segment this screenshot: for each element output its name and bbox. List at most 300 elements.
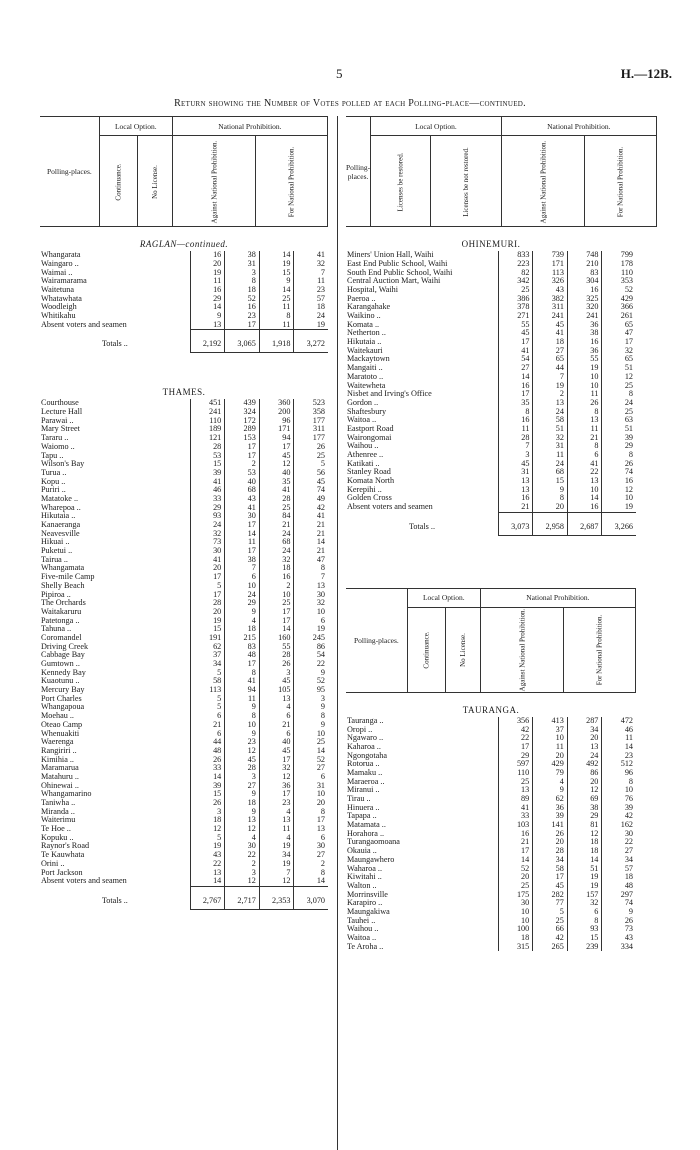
vote-count: 17	[259, 790, 294, 799]
header-national-prohibition: National Prohibition.	[172, 117, 327, 136]
vote-count: 8	[294, 808, 328, 817]
vote-count: 378	[498, 303, 533, 312]
vote-count: 429	[533, 760, 568, 769]
vote-count: 8	[294, 868, 328, 877]
vote-count: 11	[259, 825, 294, 834]
polling-place-name: Mary Street	[41, 425, 80, 434]
polling-place-name: Lecture Hall	[41, 407, 83, 417]
vote-count: 241	[190, 408, 225, 417]
vote-count: 342	[498, 277, 533, 286]
table-row	[346, 856, 636, 865]
vote-count: 13	[533, 399, 568, 408]
vote-count: 833	[498, 251, 533, 260]
vote-count: 271	[498, 312, 533, 321]
vote-count: 16	[498, 381, 533, 390]
polling-place-name: Miners' Union Hall, Waihi	[347, 251, 434, 260]
vote-count: 29	[602, 442, 636, 451]
vote-count: 8	[259, 312, 294, 321]
vote-count: 73	[602, 925, 636, 934]
vote-count: 32	[533, 433, 568, 442]
polling-place-name: Tapapa ..	[347, 812, 377, 821]
vote-count: 38	[225, 251, 260, 260]
vote-count: 10	[225, 582, 260, 591]
polling-place-name: Katikati ..	[347, 459, 380, 468]
vote-count: 28	[259, 495, 294, 504]
table-row	[346, 373, 636, 382]
table-row	[40, 582, 328, 591]
polling-place-name: Tirau ..	[347, 794, 371, 804]
vote-count: 41	[533, 329, 568, 338]
vote-count: 12	[225, 877, 260, 886]
vote-count: 8	[294, 564, 328, 573]
vote-count: 360	[259, 399, 294, 408]
polling-place-name: Absent voters and seamen	[41, 877, 127, 886]
vote-count: 2	[533, 390, 568, 399]
vote-count: 65	[533, 355, 568, 364]
vote-count: 82	[498, 268, 533, 277]
vote-count: 56	[294, 469, 328, 478]
polling-place-name: Whangarata	[41, 251, 81, 260]
vote-count: 62	[533, 795, 568, 804]
vote-count: 210	[567, 260, 602, 269]
vote-count: 6	[259, 729, 294, 738]
vote-count: 18	[602, 873, 636, 882]
vote-count: 93	[567, 925, 602, 934]
vote-count: 11	[259, 321, 294, 330]
vote-count: 46	[602, 725, 636, 734]
header-national-prohibition: National Prohibition.	[480, 588, 635, 607]
page-number: 5	[336, 66, 343, 81]
vote-count: 14	[498, 856, 533, 865]
vote-count: 47	[602, 329, 636, 338]
vote-count: 96	[602, 769, 636, 778]
vote-count: 157	[567, 890, 602, 899]
vote-count: 492	[567, 760, 602, 769]
table-row	[40, 443, 328, 452]
header-polling-places: Polling-places.	[346, 117, 371, 227]
vote-count: 45	[498, 460, 533, 469]
vote-count: 19	[294, 625, 328, 634]
vote-count: 9	[225, 808, 260, 817]
vote-count: 14	[259, 625, 294, 634]
vote-count: 189	[190, 425, 225, 434]
tauranga-table	[346, 717, 636, 952]
vote-count: 29	[225, 599, 260, 608]
vote-count: 38	[567, 804, 602, 813]
vote-count: 215	[225, 634, 260, 643]
vote-count: 45	[533, 321, 568, 330]
polling-place-name: Karapiro ..	[347, 899, 383, 908]
polling-place-name: Cabbage Bay	[41, 651, 85, 660]
polling-place-name: Absent voters and seamen	[347, 502, 433, 512]
vote-count: 324	[225, 408, 260, 417]
polling-place-name: Driving Creek	[41, 642, 89, 651]
vote-count: 74	[294, 486, 328, 495]
vote-count: 17	[498, 847, 533, 856]
vote-count: 297	[602, 890, 636, 899]
polling-place-name: Ohinewai ..	[41, 781, 79, 790]
vote-count: 4	[259, 703, 294, 712]
polling-place-name: Oropi ..	[347, 725, 373, 734]
vote-count: 10	[259, 590, 294, 599]
polling-place-name: Gumtown ..	[41, 659, 80, 669]
vote-count: 43	[533, 286, 568, 295]
header-polling-places: Polling-places.	[346, 588, 407, 692]
vote-count: 413	[533, 717, 568, 726]
vote-count: 43	[225, 495, 260, 504]
vote-count: 84	[259, 512, 294, 521]
vote-count: 304	[567, 277, 602, 286]
vote-count: 19	[294, 321, 328, 330]
vote-count: 4	[225, 616, 260, 625]
vote-count: 245	[294, 634, 328, 643]
polling-place-name: Rangiriri ..	[41, 746, 77, 755]
vote-count: 32	[294, 260, 328, 269]
header-against-prohibition: Against National Prohibition.	[501, 136, 585, 227]
vote-count: 81	[567, 821, 602, 830]
vote-count: 8	[602, 390, 636, 399]
vote-count: 52	[225, 294, 260, 303]
vote-count: 55	[259, 642, 294, 651]
vote-count: 6	[294, 834, 328, 843]
vote-count: 5	[190, 834, 225, 843]
vote-count: 9	[602, 908, 636, 917]
polling-place-name: Kanaeranga	[41, 520, 81, 530]
vote-count: 32	[602, 347, 636, 356]
vote-count: 30	[225, 512, 260, 521]
vote-count: 25	[259, 294, 294, 303]
vote-count: 83	[225, 642, 260, 651]
vote-count: 6	[190, 729, 225, 738]
vote-count: 41	[498, 347, 533, 356]
vote-count: 113	[190, 686, 225, 695]
vote-count: 24	[602, 399, 636, 408]
vote-count: 11	[567, 425, 602, 434]
vote-count: 9	[533, 486, 568, 495]
thames-table	[40, 399, 328, 910]
vote-count: 31	[294, 781, 328, 790]
vote-count: 14	[294, 877, 328, 886]
polling-place-name: Maratoto ..	[347, 372, 384, 381]
polling-place-name: Kopu ..	[41, 477, 66, 486]
vote-count: 76	[602, 795, 636, 804]
totals-value: 2,767	[190, 886, 225, 909]
vote-count: 39	[190, 781, 225, 790]
vote-count: 26	[567, 399, 602, 408]
vote-count: 35	[498, 399, 533, 408]
vote-count: 42	[602, 812, 636, 821]
header-local-option: Local Option.	[371, 117, 502, 136]
polling-place-name: Waitakaruru	[41, 607, 82, 616]
vote-count: 9	[225, 729, 260, 738]
vote-count: 17	[225, 660, 260, 669]
table-row	[40, 573, 328, 582]
vote-count: 6	[190, 712, 225, 721]
header-polling-places: Polling-places.	[40, 117, 99, 227]
polling-place-name: Wairongomai	[347, 433, 392, 442]
vote-count: 10	[567, 381, 602, 390]
vote-count: 13	[294, 825, 328, 834]
vote-count: 27	[294, 764, 328, 773]
vote-count: 241	[533, 312, 568, 321]
vote-count: 65	[602, 321, 636, 330]
polling-place-name: Port Charles	[41, 694, 82, 703]
polling-place-name: Puriri ..	[41, 486, 66, 495]
polling-place-name: Mamaku ..	[347, 768, 383, 777]
vote-count: 30	[225, 842, 260, 851]
vote-count: 439	[225, 399, 260, 408]
vote-count: 45	[259, 747, 294, 756]
vote-count: 22	[294, 660, 328, 669]
vote-count: 68	[225, 486, 260, 495]
vote-count: 325	[567, 294, 602, 303]
vote-count: 52	[294, 755, 328, 764]
vote-count: 6	[225, 573, 260, 582]
vote-count: 19	[190, 268, 225, 277]
vote-count: 10	[225, 721, 260, 730]
polling-place-name: Port Jackson	[41, 868, 83, 877]
vote-count: 68	[259, 538, 294, 547]
vote-count: 7	[294, 268, 328, 277]
vote-count: 14	[190, 773, 225, 782]
vote-count: 17	[259, 443, 294, 452]
vote-count: 15	[567, 934, 602, 943]
polling-place-name: Waerenga	[41, 738, 74, 747]
vote-count: 12	[225, 825, 260, 834]
vote-count: 74	[602, 899, 636, 908]
vote-count: 13	[259, 695, 294, 704]
polling-place-name: Maungawhero	[347, 855, 395, 864]
vote-count: 51	[567, 864, 602, 873]
vote-count: 14	[567, 856, 602, 865]
header-continuance: Continuance.	[99, 136, 137, 227]
vote-count: 10	[294, 790, 328, 799]
vote-count: 320	[567, 303, 602, 312]
vote-count: 16	[567, 338, 602, 347]
polling-place-name: Woodleigh	[41, 303, 77, 312]
polling-place-name: Waiomo ..	[41, 442, 75, 451]
vote-count: 13	[225, 816, 260, 825]
vote-count: 17	[498, 338, 533, 347]
vote-count: 7	[498, 442, 533, 451]
vote-count: 17	[225, 321, 260, 330]
vote-count: 162	[602, 821, 636, 830]
vote-count: 17	[498, 743, 533, 752]
vote-count: 28	[190, 599, 225, 608]
vote-count: 55	[498, 321, 533, 330]
polling-place-name: Waitekauri	[347, 346, 383, 355]
vote-count: 17	[190, 590, 225, 599]
polling-place-name: Karangahake	[347, 303, 391, 312]
polling-place-name: Courthouse	[41, 399, 79, 408]
vote-count: 73	[190, 538, 225, 547]
header-for-prohibition: For National Prohibition.	[564, 607, 636, 692]
vote-count: 386	[498, 294, 533, 303]
vote-count: 19	[567, 364, 602, 373]
vote-count: 5	[190, 695, 225, 704]
vote-count: 14	[498, 373, 533, 382]
vote-count: 13	[498, 486, 533, 495]
vote-count: 366	[602, 303, 636, 312]
vote-count: 12	[567, 786, 602, 795]
totals-value: 3,266	[602, 512, 636, 535]
vote-count: 16	[567, 503, 602, 512]
vote-count: 20	[498, 873, 533, 882]
vote-count: 29	[190, 503, 225, 512]
vote-count: 748	[567, 251, 602, 260]
vote-count: 8	[567, 442, 602, 451]
polling-place-name: Morrinsville	[347, 890, 388, 899]
polling-place-name: Waitoa ..	[347, 416, 377, 425]
vote-count: 11	[259, 303, 294, 312]
vote-count: 27	[225, 781, 260, 790]
vote-count: 18	[225, 625, 260, 634]
vote-count: 15	[533, 477, 568, 486]
table-row	[346, 503, 636, 512]
table-row	[346, 943, 636, 952]
vote-count: 27	[294, 851, 328, 860]
vote-count: 17	[602, 338, 636, 347]
header-against-prohibition: Against National Prohibition.	[172, 136, 256, 227]
polling-place-name: Neavesville	[41, 529, 80, 538]
vote-count: 51	[602, 364, 636, 373]
polling-place-name: Rotorua ..	[347, 760, 380, 769]
polling-place-name: Waharoa ..	[347, 864, 383, 873]
vote-count: 22	[602, 838, 636, 847]
vote-count: 472	[602, 717, 636, 726]
vote-count: 265	[533, 943, 568, 952]
totals-row	[346, 512, 636, 535]
vote-count: 178	[602, 260, 636, 269]
vote-count: 11	[567, 390, 602, 399]
vote-count: 10	[294, 729, 328, 738]
vote-count: 19	[259, 860, 294, 869]
vote-count: 14	[602, 743, 636, 752]
vote-count: 68	[533, 468, 568, 477]
polling-place-name: Tauhei ..	[347, 916, 376, 925]
vote-count: 19	[259, 260, 294, 269]
vote-count: 33	[190, 764, 225, 773]
vote-count: 10	[498, 916, 533, 925]
vote-count: 11	[225, 695, 260, 704]
polling-place-name: Shelly Beach	[41, 581, 85, 590]
polling-place-name: Gordon ..	[347, 398, 379, 407]
ohinemuri-table	[346, 251, 636, 536]
polling-place-name: Golden Cross	[347, 494, 392, 503]
vote-count: 16	[498, 494, 533, 503]
totals-value: 2,192	[190, 330, 225, 353]
vote-count: 20	[294, 799, 328, 808]
vote-count: 172	[225, 417, 260, 426]
polling-place-name: Whenuakiti	[41, 729, 80, 738]
vote-count: 18	[225, 799, 260, 808]
vote-count: 45	[533, 882, 568, 891]
vote-count: 19	[567, 882, 602, 891]
vote-count: 86	[567, 769, 602, 778]
vote-count: 15	[190, 625, 225, 634]
polling-place-name: Netherton ..	[347, 329, 386, 338]
vote-count: 20	[190, 608, 225, 617]
table-row	[346, 433, 636, 442]
vote-count: 19	[259, 842, 294, 851]
vote-count: 326	[533, 277, 568, 286]
vote-count: 34	[602, 856, 636, 865]
vote-count: 21	[294, 547, 328, 556]
vote-count: 39	[533, 812, 568, 821]
polling-place-name: Coromandel	[41, 633, 82, 642]
vote-count: 10	[533, 734, 568, 743]
vote-count: 38	[567, 329, 602, 338]
polling-place-name: Paeroa ..	[347, 294, 376, 303]
vote-count: 95	[294, 686, 328, 695]
polling-place-name: Stanley Road	[347, 468, 391, 477]
vote-count: 19	[567, 873, 602, 882]
vote-count: 6	[567, 908, 602, 917]
vote-count: 34	[190, 660, 225, 669]
vote-count: 10	[567, 486, 602, 495]
vote-count: 15	[190, 460, 225, 469]
vote-count: 36	[567, 347, 602, 356]
vote-count: 15	[190, 790, 225, 799]
vote-count: 22	[567, 468, 602, 477]
vote-count: 28	[498, 433, 533, 442]
vote-count: 15	[259, 268, 294, 277]
vote-count: 55	[567, 355, 602, 364]
vote-count: 25	[259, 503, 294, 512]
vote-count: 74	[602, 468, 636, 477]
vote-count: 44	[533, 364, 568, 373]
vote-count: 18	[225, 286, 260, 295]
vote-count: 45	[259, 451, 294, 460]
polling-place-name: Waitetuna	[41, 285, 74, 294]
vote-count: 512	[602, 760, 636, 769]
vote-count: 21	[190, 721, 225, 730]
polling-place-name: Parawai ..	[41, 416, 74, 425]
polling-place-name: Turangaomoana	[347, 838, 400, 847]
vote-count: 334	[602, 943, 636, 952]
polling-place-name: Waikino ..	[347, 311, 381, 321]
vote-count: 16	[567, 286, 602, 295]
vote-count: 110	[602, 268, 636, 277]
vote-count: 94	[259, 434, 294, 443]
vote-count: 48	[602, 882, 636, 891]
right-header-table	[346, 116, 657, 227]
polling-place-name: Absent voters and seamen	[41, 320, 127, 329]
header-local-option: Local Option.	[99, 117, 172, 136]
vote-count: 17	[259, 608, 294, 617]
totals-label: Totals ..	[101, 339, 128, 349]
vote-count: 17	[225, 547, 260, 556]
vote-count: 28	[259, 651, 294, 660]
vote-count: 7	[225, 564, 260, 573]
polling-place-name: Matamata ..	[347, 820, 386, 830]
vote-count: 20	[567, 777, 602, 786]
vote-count: 26	[190, 799, 225, 808]
totals-value: 3,065	[225, 330, 260, 353]
vote-count: 27	[602, 847, 636, 856]
vote-count: 41	[190, 556, 225, 565]
vote-count: 33	[190, 495, 225, 504]
polling-place-name: Five-mile Camp	[41, 572, 95, 582]
totals-row	[40, 330, 328, 353]
vote-count: 239	[567, 943, 602, 952]
table-row	[40, 721, 328, 730]
vote-count: 12	[259, 460, 294, 469]
vote-count: 62	[190, 642, 225, 651]
section-title-thames: THAMES.	[162, 387, 206, 398]
vote-count: 27	[533, 347, 568, 356]
vote-count: 14	[190, 303, 225, 312]
